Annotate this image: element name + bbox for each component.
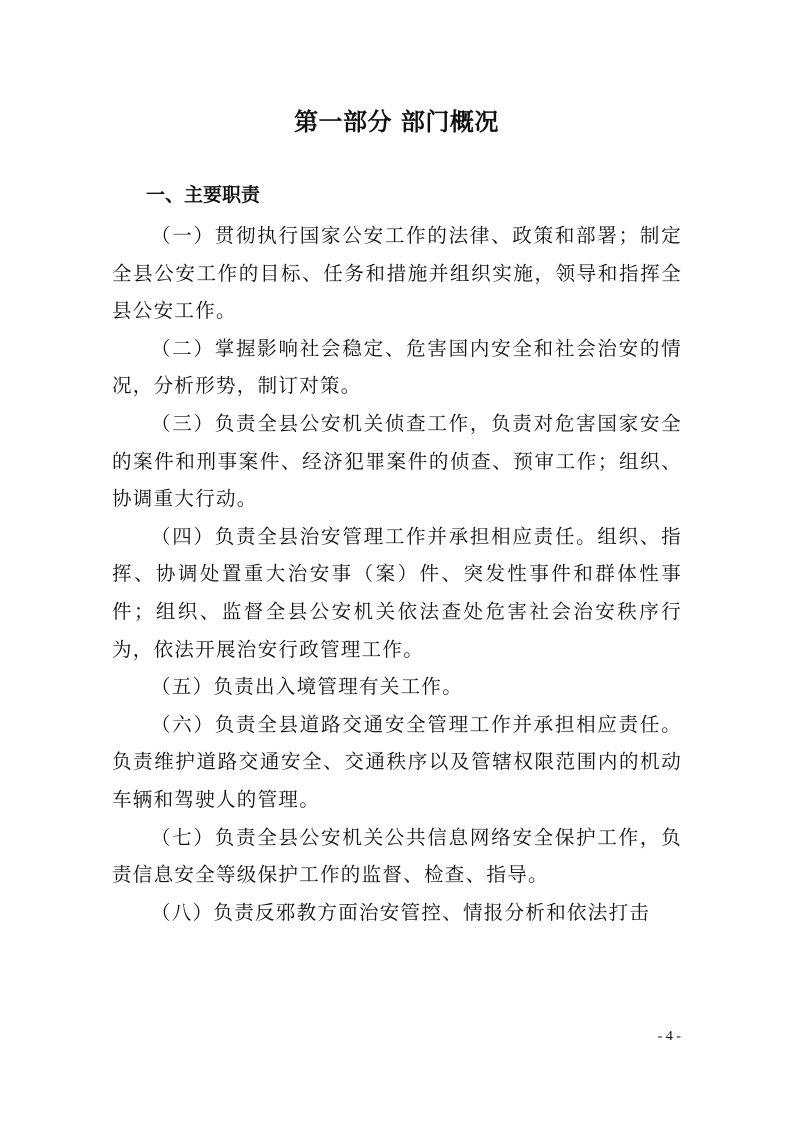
paragraph-1: （一）贯彻执行国家公安工作的法律、政策和部署；制定全县公安工作的目标、任务和措施并组织实施，领导和指挥全县公安工作。 <box>112 224 682 323</box>
page-number: - 4 - <box>657 1029 681 1044</box>
paragraph-8: （八）负责反邪教方面治安管控、情报分析和依法打击 <box>151 900 651 924</box>
paragraph-7: （七）负责全县公安机关公共信息网络安全保护工作，负责信息安全等级保护工作的监督、检查、指导。 <box>112 825 682 887</box>
paragraph-5: （五）负责出入境管理有关工作。 <box>151 675 464 699</box>
paragraph-2: （二）掌握影响社会稳定、危害国内安全和社会治安的情况，分析形势，制订对策。 <box>112 336 682 398</box>
paragraph-6: （六）负责全县道路交通安全管理工作并承担相应责任。负责维护道路交通安全、交通秩序以及管辖权限范围内的机动车辆和驾驶人的管理。 <box>112 712 682 811</box>
paragraph-3: （三）负责全县公安机关侦查工作，负责对危害国家安全的案件和刑事案件、经济犯罪案件的侦查、预审工作；组织、协调重大行动。 <box>112 411 682 511</box>
paragraph-4: （四）负责全县治安管理工作并承担相应责任。组织、指挥、协调处置重大治安事（案）件、突发性事件和群体性事件；组织、监督全县公安机关依法查处危害社会治安秩序行为，依法开展治安行政管理工作。 <box>112 524 682 661</box>
section-heading: 一、主要职责 <box>146 184 261 206</box>
body-text <box>112 217 682 931</box>
page-title: 第一部分 部门概况 <box>294 108 499 136</box>
